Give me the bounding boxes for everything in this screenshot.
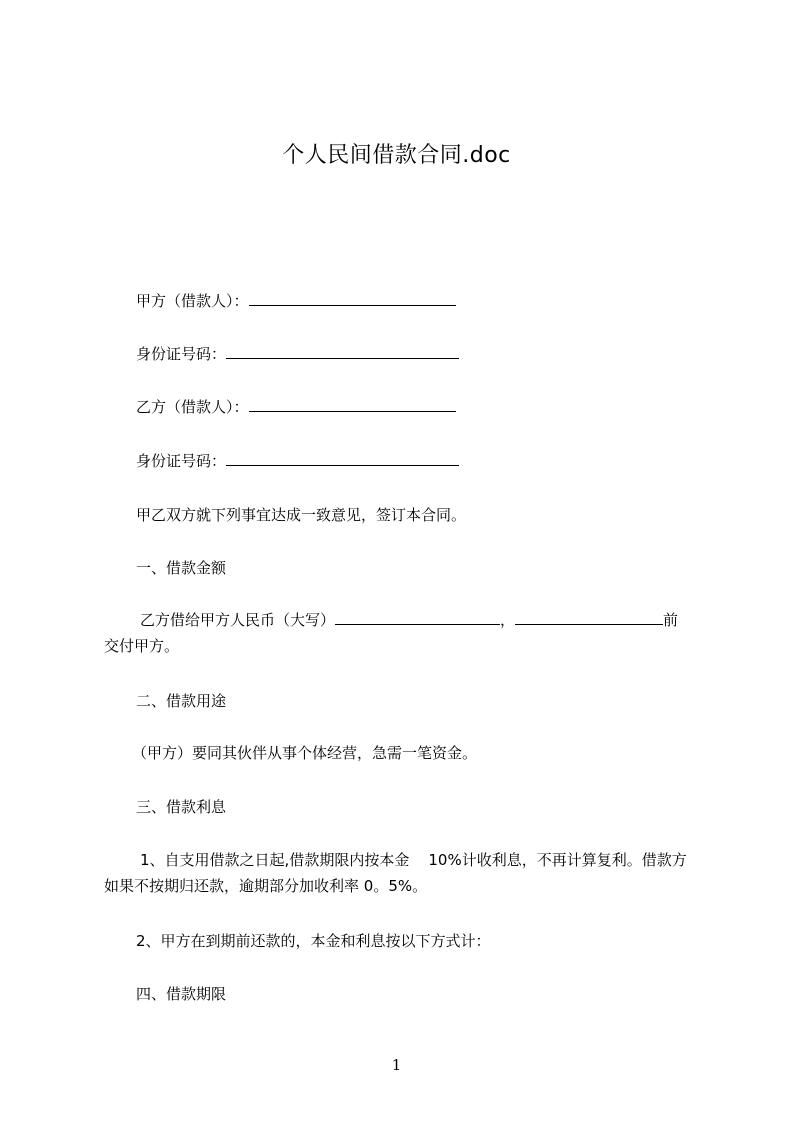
party-a-line [104,288,736,314]
section1-heading: 一、借款金额 [136,559,227,577]
section4-heading: 四、借款期限 [136,985,227,1003]
section1-separator: ， [500,611,516,629]
party-a-label: 甲方（借款人）： [136,292,249,310]
amount-blank [335,610,500,625]
party-b-label: 乙方（借款人）： [136,398,249,416]
section3-item2: 2、甲方在到期前还款的，本金和利息按以下方式计： [136,932,491,950]
section3-item1-line2: 如果不按期归还款，逾期部分加收利率 0。5%。 [104,877,428,895]
section2-heading: 二、借款用途 [136,692,227,710]
party-a-blank [249,291,456,306]
section1-line1 [104,607,701,633]
party-b-blank [249,397,456,412]
intro-text: 甲乙双方就下列事宜达成一致意见，签订本合同。 [136,506,467,524]
section3-item1-line1: 1、自支用借款之日起,借款期限内按本金 10%计收利息，不再计算复利。借款方 [140,851,687,869]
party-b-id-label: 身份证号码： [136,452,227,470]
party-b-id-blank [226,451,459,466]
section1-line2: 交付甲方。 [104,637,180,655]
date-blank [515,610,663,625]
section3-heading: 三、借款利息 [136,798,227,816]
section3-item1-paragraph [104,847,701,899]
party-a-id-label: 身份证号码： [136,345,227,363]
section2-text: （甲方）要同其伙伴从事个体经营，急需一笔资金。 [132,744,478,762]
party-b-id-line [104,448,736,474]
party-b-line [104,394,736,420]
section1-text-start: 乙方借给甲方人民币（大写） [140,611,336,629]
page-number: 1 [391,1056,402,1074]
section1-text-end: 前 [663,611,679,629]
party-a-id-blank [226,344,459,359]
section1-paragraph [104,607,701,659]
document-title: 个人民间借款合同.doc [282,143,511,168]
party-a-id-line [104,341,736,367]
